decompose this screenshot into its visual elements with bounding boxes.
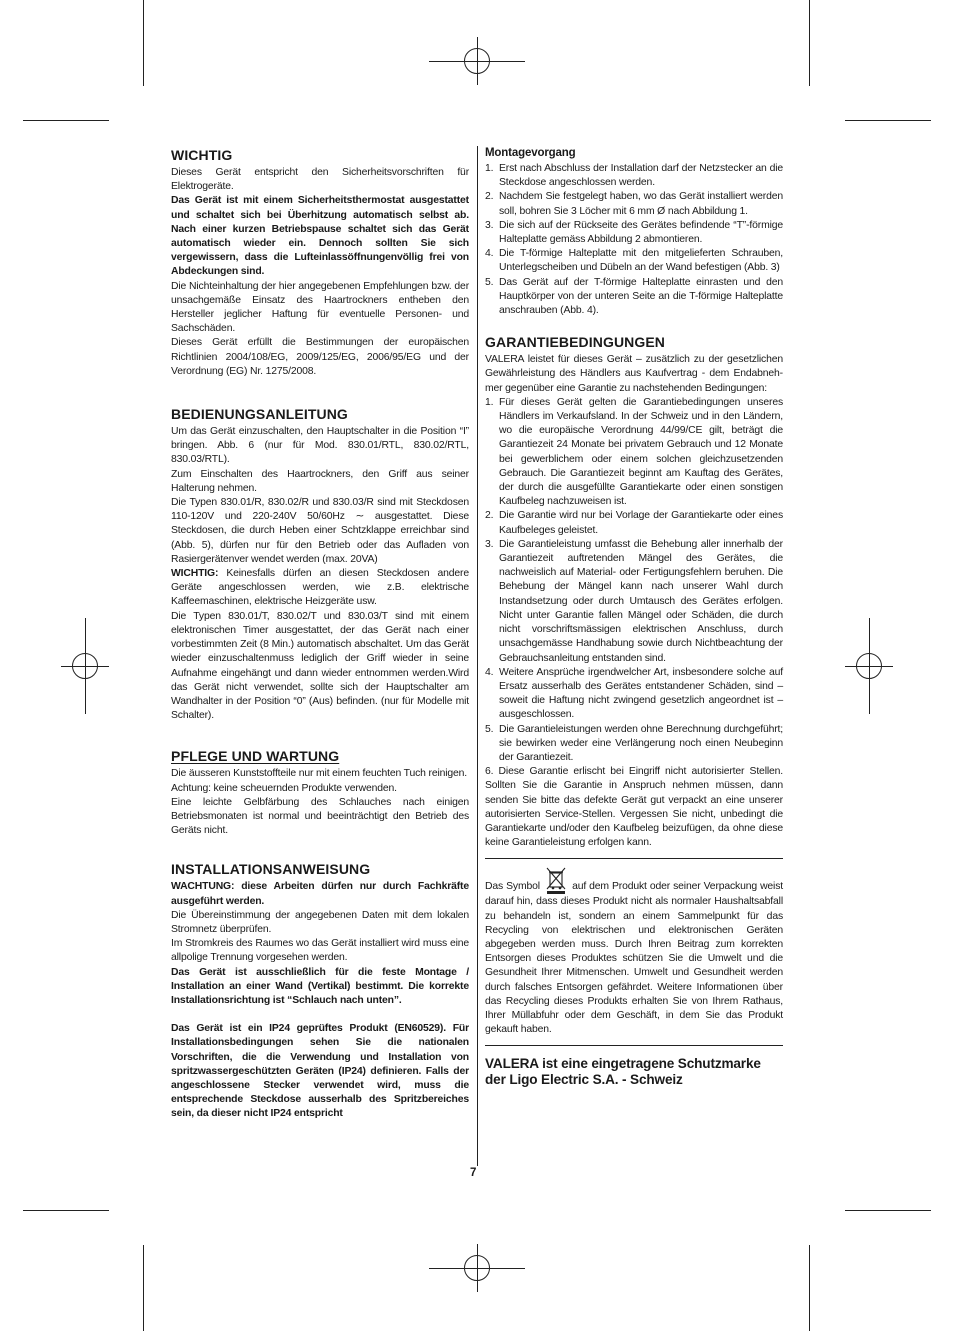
paragraph: Das Gerät ist ein IP24 geprüftes Produkt (EN60529). Für Installationsbedingungen sehen Sie die nationalen Vorschriften, die die Verwendung und Installation von spritzwassergeschützten Geräten (IP24) definieren. Falls der angeschlossene Stecker verwendet wird, muss die entsprechende Steckdose ausserhalb des Spritzbereiches sein, da dieser nicht IP24 entspricht bbox=[171, 1023, 469, 1120]
paragraph: Die Nichteinhaltung der hier angegebenen Empfehlungen bzw. der unsachgemäße Einsatz des Haartrockners entheben den Hersteller jeglicher Haftung für eventuelle Personen- und Sachschäden. bbox=[171, 280, 469, 335]
list-item bbox=[485, 538, 783, 666]
registration-mark bbox=[464, 48, 490, 74]
list-item-number: 5. bbox=[485, 723, 494, 735]
list-item-number: 3. bbox=[485, 219, 494, 231]
crop-mark bbox=[845, 120, 931, 121]
list-item-text: Für dieses Gerät gelten die Garantiebedingungen unseres Händlers im Verkaufsland. In der Schweiz und in den Ländern, wo die europäische Verordnung 44/99/CE gilt, beträgt die Garantiezeit 24 Monate bei privatem Gebrauch und 12 Monate bei gewerblichem oder einem solchen gleichzusetzenden Gebrauch. Die Garantiezeit beginnt am Kauftag des Gerätes, der durch die ausgefüllte Garantiekarte oder einen sonstigen Kaufbeleg nachzuweisen ist. bbox=[499, 396, 783, 508]
paragraph: WACHTUNG: diese Arbeiten dürfen nur durch Fachkräfte ausgeführt werden. bbox=[171, 881, 469, 907]
column-divider bbox=[477, 146, 478, 1166]
right-column bbox=[485, 146, 783, 1088]
section-pflege bbox=[171, 747, 469, 838]
list-item-text: Die T-förmige Halteplatte mit den mitgelieferten Schrauben, Unterlegscheiben und Dübeln an der Wand befestigen (Abb. 3) bbox=[499, 248, 783, 274]
paragraph: VALERA leistet für dieses Gerät – zusätzlich zu der gesetzlichen Gewährleistung des Händlers aus Kaufvertrag - dem Endabneh-mer gegenüber eine Garantie zu nachstehenden Bedingungen: bbox=[485, 354, 783, 394]
list-item-text: Weitere Ansprüche irgendwelcher Art, insbesondere solche auf Ersatz ausserhalb des Gerätes entstandener Schäden, sind – soweit die Haftung nicht zwingend gesetzlich angeordnet ist – ausgeschlossen. bbox=[499, 666, 783, 721]
paragraph: Um das Gerät einzuschalten, den Hauptschalter in die Position “I” bringen. Abb. 6 (nur für Mod. 830.01/RTL, 830.02/RTL, 830.03/RTL). bbox=[171, 426, 469, 466]
paragraph: Zum Einschalten des Haartrockners, den Griff aus seiner Halterung nehmen. bbox=[171, 468, 469, 494]
section-garantie bbox=[485, 333, 783, 850]
paragraph: Dieses Gerät entspricht den Sicherheitsvorschriften für Elektrogeräte. bbox=[171, 167, 469, 193]
list-item bbox=[485, 509, 783, 537]
section-heading: BEDIENUNGSANLEITUNG bbox=[171, 406, 348, 423]
crop-mark bbox=[23, 1210, 109, 1211]
section-installation bbox=[171, 860, 469, 1121]
section-heading: INSTALLATIONSANWEISUNG bbox=[171, 861, 371, 878]
list-item-number: 4. bbox=[485, 666, 494, 678]
registration-mark bbox=[856, 653, 882, 679]
paragraph: Dieses Gerät erfüllt die Bestimmungen der europäischen Richtlinien 2004/108/EG, 2009/125/EG, 2006/95/EG und der Verordnung (EG) Nr. 1275/2008. bbox=[171, 337, 469, 377]
section-bedienungsanleitung bbox=[171, 405, 469, 723]
horizontal-rule bbox=[485, 858, 783, 859]
list-item-text: Die Garantie wird nur bei Vorlage der Garantiekarte oder eines Kaufbeleges geleistet. bbox=[499, 510, 783, 536]
paragraph bbox=[171, 567, 469, 610]
crop-mark bbox=[809, 0, 810, 86]
crop-mark bbox=[845, 1210, 931, 1211]
section-heading: PFLEGE UND WARTUNG bbox=[171, 748, 340, 765]
list-item bbox=[485, 162, 783, 190]
list-item-number: 4. bbox=[485, 248, 494, 260]
paragraph: Die Typen 830.01/T, 830.02/T und 830.03/T sind mit einem elektronischen Timer ausgestattet, der das Gerät nach einer vorbestimmten Zeit (8 Min.) automatisch abschaltet. Um das Gerät wieder einzuschaltenmuss lediglich der Griff wieder in seine Aufnahme eingehängt und dann wieder entnommen werden.Wird das Gerät nicht verwendet, sollte sich der Hauptschalter am Wandhalter in der Position “0” (Aus) befinden. (nur für Modelle mit Schalter). bbox=[171, 610, 469, 722]
list-item bbox=[485, 723, 783, 766]
section-heading: WICHTIG bbox=[171, 147, 233, 163]
list-item bbox=[485, 666, 783, 723]
paragraph: Im Stromkreis des Raumes wo das Gerät installiert wird muss eine allpolige Trennung vorgesehen werden. bbox=[171, 938, 469, 964]
list-item-number: 2. bbox=[485, 510, 494, 522]
paragraph: Das Gerät ist mit einem Sicherheitsthermostat ausgestattet und schaltet sich bei Überhitzung automatisch selbst ab. Nach einer kurzen Betriebspause schaltet sich das Gerät automatisch wieder ein. Dennoch sollten Sie sich vergewissern, dass die Lufteinlassöffnungenvöllig frei von Abdeckungen sind. bbox=[171, 195, 469, 278]
section-heading: Montagevorgang bbox=[485, 147, 576, 159]
trademark-notice: VALERA ist eine eingetragene Schutzmarke der Ligo Electric S.A. - Schweiz bbox=[485, 1056, 761, 1088]
warning-label: WICHTIG: bbox=[171, 568, 219, 580]
paragraph-text: Das Symbol bbox=[485, 881, 540, 893]
section-weee bbox=[485, 867, 783, 1037]
crop-mark bbox=[809, 1245, 810, 1331]
crop-mark bbox=[23, 120, 109, 121]
crop-mark bbox=[143, 1245, 144, 1331]
list-item bbox=[485, 396, 783, 510]
list-item bbox=[485, 190, 783, 218]
warranty-conditions-list bbox=[485, 396, 783, 765]
page-number: 7 bbox=[470, 1167, 477, 1179]
list-item-number: 1. bbox=[485, 396, 494, 408]
section-wichtig bbox=[171, 146, 469, 379]
left-column bbox=[171, 146, 469, 1122]
list-item-number: 3. bbox=[485, 538, 494, 550]
list-item-text: Nachdem Sie festgelegt haben, wo das Gerät installiert werden soll, bohren Sie 3 Löcher mit 6 mm Ø nach Abbildung 1. bbox=[499, 191, 783, 217]
list-item-text: Das Gerät auf der T-förmige Halteplatte einrasten und den Hauptkörper von der unteren Seite an die T-förmige Halteplatte anschrauben (Abb. 4). bbox=[499, 276, 783, 317]
list-item-text: Die sich auf der Rückseite des Gerätes befindende “T”-förmige Halteplatte gemäss Abbildung 2 abmontieren. bbox=[499, 219, 783, 246]
crop-mark bbox=[143, 0, 144, 86]
paragraph bbox=[485, 867, 783, 1037]
list-item bbox=[485, 276, 783, 319]
list-item-number: 2. bbox=[485, 191, 494, 203]
paragraph-text: auf dem Produkt oder seiner Verpackung weist darauf hin, dass dieses Produkt nicht als normaler Haushaltsabfall zu behandeln ist, sondern an einem Sammelpunkt für das Recycling von elektrischen und elektronischen Geräten abgegeben werden muss. Durch Ihren Beitrag zum korrekten Entsorgen dieses Produktes schützen Sie die Umwelt und die Gesundheit Ihrer Mitmenschen. Umwelt und Gesundheit werden durch falsches Entsorgen gefährdet. Weitere Informationen über das Recycling dieses Produkts erhalten Sie von Ihrem Rathaus, Ihrer Müllabfuhr oder dem Geschäft, in dem Sie das Produkt gekauft haben. bbox=[485, 881, 783, 1036]
list-item bbox=[485, 219, 783, 247]
list-item-text: Die Garantieleistungen werden ohne Berechnung durchgeführt; sie bewirken weder eine Verlängerung noch einen Neubeginn der Garantiezeit. bbox=[499, 723, 783, 763]
paragraph: Die äusseren Kunststoffteile nur mit einem feuchten Tuch reinigen. bbox=[171, 768, 468, 780]
paragraph: Das Gerät ist ausschließlich für die feste Montage / Installation an einer Wand (Vertikal) bestimmt. Die korrekte Installationsrichtung ist “Schlauch nach unten”. bbox=[171, 966, 469, 1006]
list-item bbox=[485, 247, 783, 275]
list-item-text: Die Garantieleistung umfasst die Behebung aller innerhalb der Garantiezeit auftretenden Mängel des Gerätes, die nachweislich auf Material- oder Fertigungsfehlern beruhen. Die Behebung der Mängel kann nach unserer Wahl durch Instandsetzung oder durch Umtausch des Gerätes erfolgen. Nicht unter Garantie fallen Mängel oder Schäden, die durch nicht vorschriftsmässigen elektrischen Anschluss, durch unsachgemässe Handhabung sowie durch Nichtbeachtung der Gebrauchsanleitung entstanden sind. bbox=[499, 538, 783, 664]
paragraph: Die Typen 830.01/R, 830.02/R und 830.03/R sind mit Steckdosen 110-120V und 220-240V 50/60Hz ∼ ausgestattet. Diese Steckdosen, die durch Heben einer Schtzklappe erreichbar sind (Abb. 5), dürfen nur für den Betrieb oder das Aufladen von Rasiergerätenver wendet werden (max. 20VA) bbox=[171, 497, 469, 565]
list-item-text: Erst nach Abschluss der Installation darf der Netzstecker an die Steckdose angeschlossen werden. bbox=[499, 163, 783, 189]
montage-steps-list bbox=[485, 162, 783, 318]
horizontal-rule bbox=[485, 1045, 783, 1046]
list-item-number: 5. bbox=[485, 276, 494, 288]
list-item-number: 1. bbox=[485, 163, 494, 174]
paragraph: Eine leichte Gelbfärbung des Schlauches nach einigen Betriebsmonaten ist normal und beeinträchtigt den Betrieb des Geräts nicht. bbox=[171, 796, 469, 837]
crossed-out-wheelie-bin-icon bbox=[545, 867, 567, 895]
paragraph-text: Keinesfalls dürfen an diesen Steckdosen andere Geräte angeschlossen werden, wie z.B. elektrische Kaffeemaschinen, elektrische Heizgeräte usw. bbox=[171, 568, 469, 608]
registration-mark bbox=[464, 1255, 490, 1281]
paragraph: Die Übereinstimmung der angegebenen Daten mit dem lokalen Stromnetz überprüfen. bbox=[171, 909, 469, 935]
registration-mark bbox=[72, 653, 98, 679]
section-montage bbox=[485, 146, 783, 318]
paragraph: 6. Diese Garantie erlischt bei Eingriff nicht autorisierter Stellen. Sollten Sie die Garantie in Anspruch nehmen müssen, dann senden Sie bitte das defekte Gerät gut verpackt an eine unserer autorisierten Service-Stellen. Vergessen Sie nicht, unbedingt die Garantiekarte und/oder den Kaufbeleg beizufügen, da ohne diese keine Garantieleistung erfolgen kann. bbox=[485, 766, 783, 849]
section-heading: GARANTIEBEDINGUNGEN bbox=[485, 334, 666, 351]
paragraph: Achtung: keine scheuernden Produkte verwenden. bbox=[171, 782, 397, 794]
